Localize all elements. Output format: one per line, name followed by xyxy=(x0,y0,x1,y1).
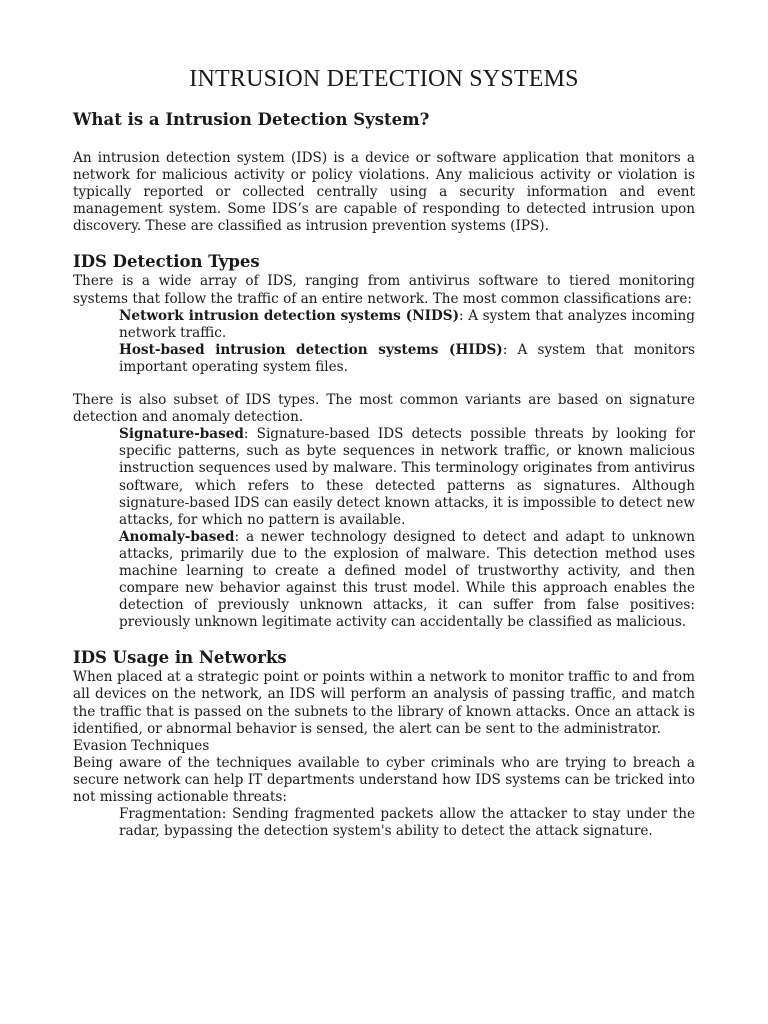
subheading-evasion-techniques: Evasion Techniques xyxy=(73,737,210,754)
section-heading-detection-types: IDS Detection Types xyxy=(73,252,260,272)
paragraph-subset-intro: There is also subset of IDS types. The most common variants are based on signature detection and anomaly detection. xyxy=(73,392,695,426)
section-heading-what-is-ids: What is a Intrusion Detection System? xyxy=(73,110,430,129)
desc-hids: : A system that monitors important operating system files. xyxy=(119,341,695,375)
paragraph-detection-types-intro: There is a wide array of IDS, ranging from antivirus software to tiered monitoring systems that follow the traffic of an entire network. The most common classifications are: xyxy=(73,273,695,307)
term-anomaly-based: Anomaly-based xyxy=(119,528,235,545)
list-item-hids xyxy=(119,342,695,376)
desc-anomaly-based: : a newer technology designed to detect and adapt to unknown attacks, primarily due to the explosion of malware. This detection method uses machine learning to create a defined model of trustworthy activity, and then compare new behavior against this trust model. While this approach enables the detection of previously unknown attacks, it can suffer from false positives: previously unknown legitimate activity can accidentally be classified as malicious. xyxy=(119,528,695,631)
list-item-anomaly-based xyxy=(119,529,695,632)
list-item-signature-based xyxy=(119,426,695,529)
term-nids: Network intrusion detection systems (NIDS) xyxy=(119,307,460,324)
term-signature-based: Signature-based xyxy=(119,426,244,443)
spacer xyxy=(73,376,695,392)
desc-nids: : A system that analyzes incoming network traffic. xyxy=(119,307,695,341)
list-item-nids xyxy=(119,308,695,342)
paragraph-evasion-intro: Being aware of the techniques available to cyber criminals who are trying to breach a secure network can help IT departments understand how IDS systems can be tricked into not missing actionable threats: xyxy=(73,754,695,805)
desc-signature-based: : Signature-based IDS detects possible threats by looking for specific patterns, such as byte sequences in network traffic, or known malicious instruction sequences used by malware. This terminology originates from antivirus software, which refers to these detected patterns as signatures. Although signature-based IDS can easily detect known attacks, it is impossible to detect new attacks, for which no pattern is available. xyxy=(119,426,695,528)
paragraph-ids-definition: An intrusion detection system (IDS) is a device or software application that monitors a network for malicious activity or policy violations. Any malicious activity or violation is typically reported or collected centrally using a security information and event management system. Some IDS’s are capable of responding to detected intrusion upon discovery. These are classified as intrusion prevention systems (IPS). xyxy=(73,150,695,235)
section-heading-usage-in-networks: IDS Usage in Networks xyxy=(73,648,287,668)
term-hids: Host-based intrusion detection systems (HIDS) xyxy=(119,341,503,358)
document-title: INTRUSION DETECTION SYSTEMS xyxy=(189,66,579,92)
list-item-fragmentation: Fragmentation: Sending fragmented packets allow the attacker to stay under the radar, bypassing the detection system's ability to detect the attack signature. xyxy=(119,806,695,840)
document-page xyxy=(73,66,695,840)
paragraph-usage: When placed at a strategic point or points within a network to monitor traffic to and from all devices on the network, an IDS will perform an analysis of passing traffic, and match the traffic that is passed on the subnets to the library of known attacks. Once an attack is identified, or abnormal behavior is sensed, the alert can be sent to the administrator. xyxy=(73,669,695,737)
